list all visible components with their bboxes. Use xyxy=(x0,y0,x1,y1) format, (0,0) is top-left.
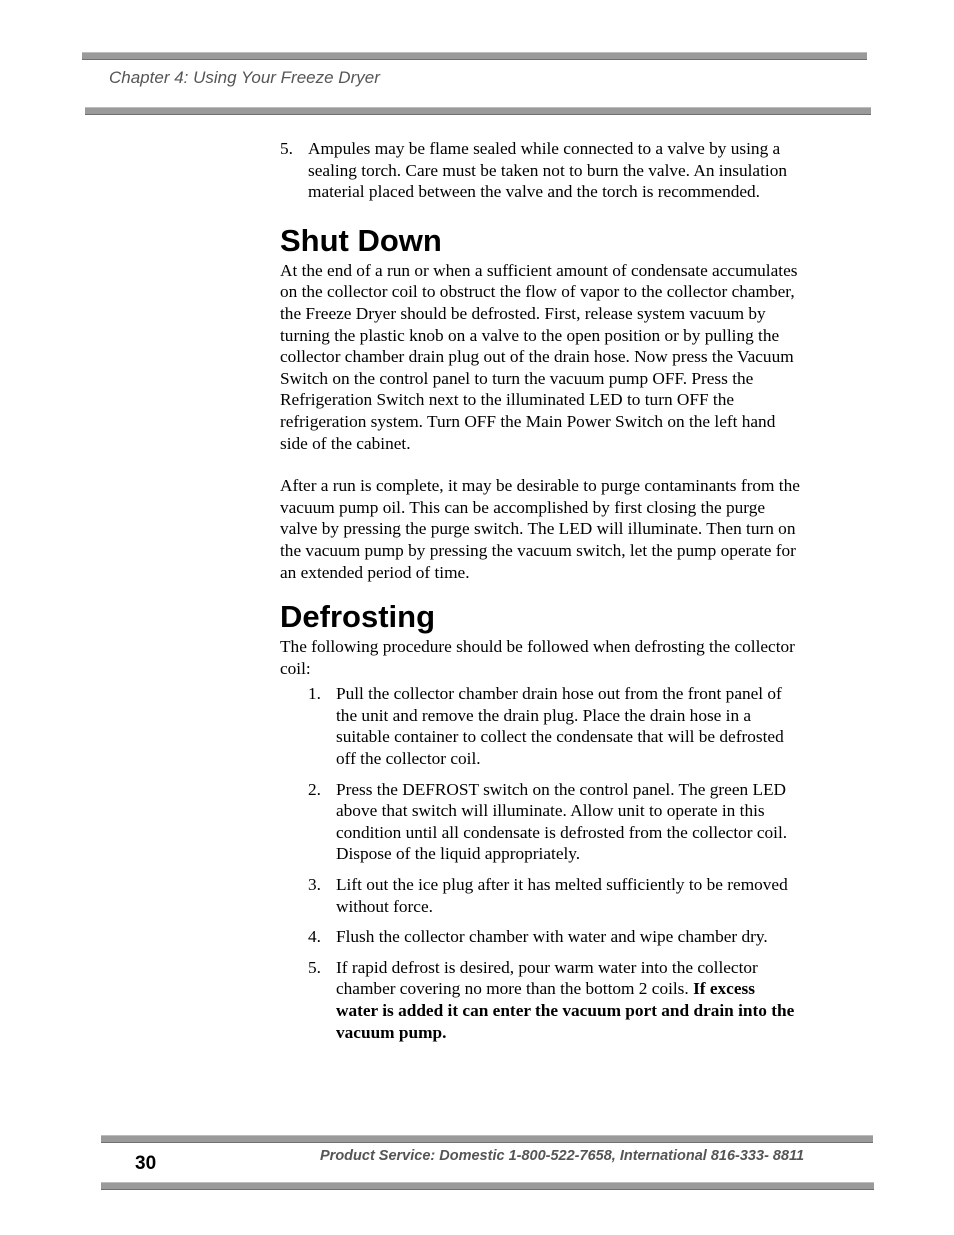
step-text: Press the DEFROST switch on the control panel. The green LED above that switch will illuminate. Allow unit to operate in this condition until all condensate is defrosted from the collector coil. Dispose of the liquid appropriately. xyxy=(336,779,788,864)
defrost-step xyxy=(308,957,800,1043)
header-bottom-rule xyxy=(85,107,871,115)
product-service-line: Product Service: Domestic 1-800-522-7658, International 816-333- 8811 xyxy=(320,1148,805,1164)
defrost-step xyxy=(308,779,800,865)
shutdown-heading: Shut Down xyxy=(280,222,442,258)
intro-list-item xyxy=(280,138,800,203)
defrost-step xyxy=(308,926,800,948)
defrosting-heading: Defrosting xyxy=(280,599,435,635)
step-text: If rapid defrost is desired, pour warm water into the collector chamber covering no more than the bottom 2 coils. xyxy=(336,957,758,999)
step-warning-text: If excess water is added it can enter the vacuum port and drain into the vacuum pump. xyxy=(336,979,795,1042)
shutdown-paragraph-1: At the end of a run or when a sufficient amount of condensate accumulates on the collector coil to obstruct the flow of vapor to the collector chamber, the Freeze Dryer should be defrosted. First, release system vacuum by turning the plastic knob on a valve to the open position or by pulling the collector chamber drain plug out of the drain hose. Now press the Vacuum Switch on the control panel to turn the vacuum pump OFF. Press the Refrigeration Switch next to the illuminated LED to turn OFF the refrigeration system. Turn OFF the Main Power Switch on the left hand side of the cabinet. xyxy=(280,260,798,453)
step-text: Flush the collector chamber with water and wipe chamber dry. xyxy=(336,927,768,947)
intro-item-number: 5. xyxy=(280,139,293,158)
chapter-header: Chapter 4: Using Your Freeze Dryer xyxy=(109,68,380,87)
defrost-step xyxy=(308,874,800,917)
step-number: 1. xyxy=(308,684,321,704)
intro-item-text: Ampules may be flame sealed while connected to a valve by using a sealing torch. Care must be taken not to burn the valve. An insulation material placed between the valve and the torch is recommended. xyxy=(308,139,787,202)
step-number: 2. xyxy=(308,779,321,799)
footer-bottom-rule xyxy=(101,1182,874,1190)
defrost-steps-list xyxy=(308,683,800,1043)
shutdown-paragraph-2: After a run is complete, it may be desirable to purge contaminants from the vacuum pump oil. This can be accomplished by first closing the purge valve by pressing the purge switch. The LED will illuminate. Then turn on the vacuum pump by pressing the vacuum switch, let the pump operate for an extended period of time. xyxy=(280,476,800,582)
step-text: Lift out the ice plug after it has melted sufficiently to be removed without force. xyxy=(336,875,788,916)
defrost-step xyxy=(308,683,800,769)
header-top-rule xyxy=(82,52,867,60)
defrosting-intro: The following procedure should be followed when defrosting the collector coil: xyxy=(280,637,795,678)
step-number: 3. xyxy=(308,875,321,895)
page-content xyxy=(280,138,800,1052)
step-text: Pull the collector chamber drain hose out from the front panel of the unit and remove the drain plug. Place the drain hose in a suitable container to collect the condensate that will be defrosted off the collector coil. xyxy=(336,684,784,769)
step-number: 4. xyxy=(308,927,321,947)
step-number: 5. xyxy=(308,957,321,977)
footer-top-rule xyxy=(101,1135,873,1143)
page-number: 30 xyxy=(135,1153,157,1174)
